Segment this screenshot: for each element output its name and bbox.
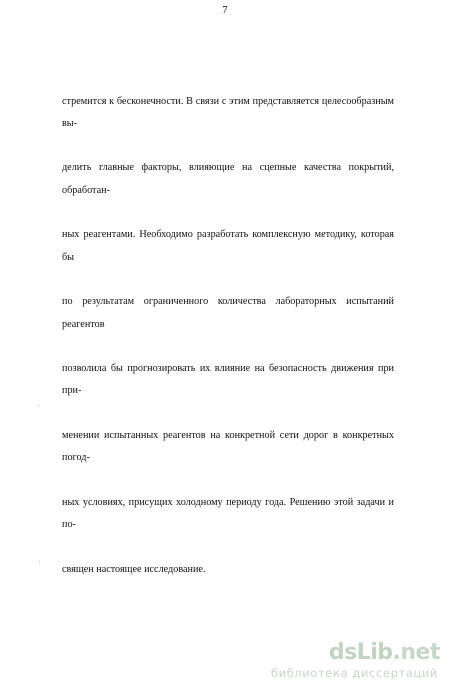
watermark [265,641,440,683]
page-number: 7 [222,4,228,16]
paragraph-line: священ настоящее исследование. [62,563,206,575]
scan-speck [38,405,39,406]
watermark-logo-ds: dsLib [328,640,393,665]
watermark-logo [329,641,440,665]
paragraph-line: позволила бы прогнозировать их влияние на безопасность движения при при- [62,363,394,397]
paragraph-line: по результатам ограниченного количества лабораторных испытаний реагентов [62,296,394,330]
watermark-logo-net: .net [392,640,440,665]
paragraph-line: делить главные факторы, влияющие на сцепные качества покрытий, обработан- [62,162,394,196]
paragraph-line: ных реагентами. Необходимо разработать комплексную методику, которая бы [62,229,394,263]
paragraph-line: ных условиях, присущих холодному периоду года. Решению этой задачи и по- [62,496,394,531]
scan-speck [39,561,40,562]
watermark-tagline: библиотека диссертаций [270,666,438,680]
paragraph-line: менении испытанных реагентов на конкретной сети дорог в конкретных погод- [62,430,394,464]
body-paragraph [62,46,394,626]
paragraph-line: стремится к бесконечности. В связи с этим представляется целесообразным вы- [62,95,394,129]
